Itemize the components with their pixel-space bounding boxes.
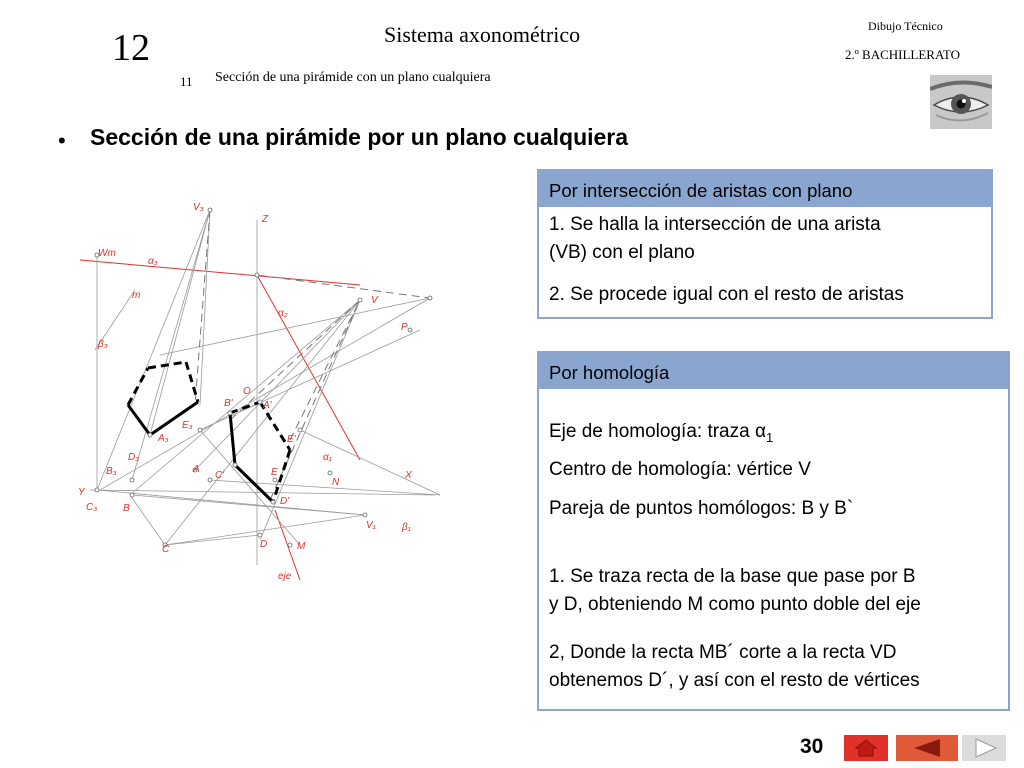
page-title: Sección de una pirámide por un plano cualquiera <box>90 124 629 150</box>
label-m-point: M <box>297 541 306 552</box>
label-m: m <box>132 290 141 301</box>
label-alpha2: α₂ <box>278 308 288 319</box>
previous-arrow-icon <box>896 735 958 761</box>
homology-axis-line <box>549 418 773 451</box>
label-wm: Wm <box>98 248 116 259</box>
label-eje: eje <box>278 571 292 582</box>
eye-image <box>930 75 992 129</box>
label-e-prime: E' <box>287 434 296 445</box>
label-c3: C₃ <box>86 502 98 513</box>
label-v: V <box>371 295 378 306</box>
label-z: Z <box>262 214 269 225</box>
label-d-prime: D' <box>280 496 290 507</box>
label-y: Y <box>78 487 85 498</box>
label-a3: A₃ <box>158 433 169 444</box>
label-e3: E₃ <box>182 420 193 431</box>
pyramid-section-diagram <box>60 190 450 590</box>
homology-step-1b: y D, obteniendo M como punto doble del eje <box>549 594 921 615</box>
label-c: C <box>162 544 170 555</box>
label-d: D <box>260 539 268 550</box>
label-d3: D₃ <box>128 452 140 463</box>
previous-button[interactable] <box>896 735 958 761</box>
homologous-pair-line: Pareja de puntos homólogos: B y B` <box>549 498 854 519</box>
label-x: X <box>405 470 412 481</box>
label-n: N <box>332 477 340 488</box>
label-alpha3: α₃ <box>148 256 158 267</box>
homology-step-1a: 1. Se traza recta de la base que pase por B <box>549 566 916 587</box>
homology-axis-text: Eje de homología: traza α <box>549 421 766 442</box>
label-alpha1: α₁ <box>323 452 332 463</box>
course-label: 2.º BACHILLERATO <box>845 47 961 62</box>
label-b3: B₃ <box>106 466 117 477</box>
label-v3: V₃ <box>193 202 204 213</box>
label-c-prime: C' <box>215 470 225 481</box>
next-arrow-icon <box>962 735 1006 761</box>
next-button[interactable] <box>962 735 1006 761</box>
label-beta1: β₁ <box>402 522 411 533</box>
label-b-prime: B' <box>224 398 233 409</box>
home-icon <box>844 735 888 761</box>
label-a: A <box>193 464 200 475</box>
label-o: O <box>243 386 251 397</box>
label-v1: V₁ <box>366 520 376 531</box>
label-p: P <box>401 322 408 333</box>
page-header-title: Sistema axonométrico <box>384 22 581 47</box>
subject-label: Dibujo Técnico <box>868 19 943 33</box>
method-intersection-heading: Por intersección de aristas con plano <box>539 171 991 207</box>
label-e: E <box>271 467 278 478</box>
method-homology-heading: Por homología <box>539 353 1008 389</box>
method-homology-box <box>537 351 1010 711</box>
homology-axis-subscript: 1 <box>765 429 774 445</box>
step-1-line-b: (VB) con el plano <box>549 242 695 263</box>
bullet: • <box>58 128 66 153</box>
homology-step-2a: 2, Donde la recta MB´ corte a la recta VD <box>549 642 897 663</box>
section-title: Sección de una pirámide con un plano cualquiera <box>215 70 491 85</box>
step-2-line: 2. Se procede igual con el resto de aristas <box>549 284 904 305</box>
label-a-prime: A' <box>263 400 272 411</box>
homology-center-line: Centro de homología: vértice V <box>549 459 811 480</box>
home-button[interactable] <box>844 735 888 761</box>
homology-step-2b: obtenemos D´, y así con el resto de vértices <box>549 670 920 691</box>
method-intersection-box <box>537 169 993 319</box>
label-b: B <box>123 503 130 514</box>
section-number: 11 <box>180 74 193 89</box>
unit-number: 12 <box>112 27 150 69</box>
page-number: 30 <box>800 735 824 758</box>
label-beta3: β₃ <box>98 339 108 350</box>
step-1-line-a: 1. Se halla la intersección de una arista <box>549 214 881 235</box>
